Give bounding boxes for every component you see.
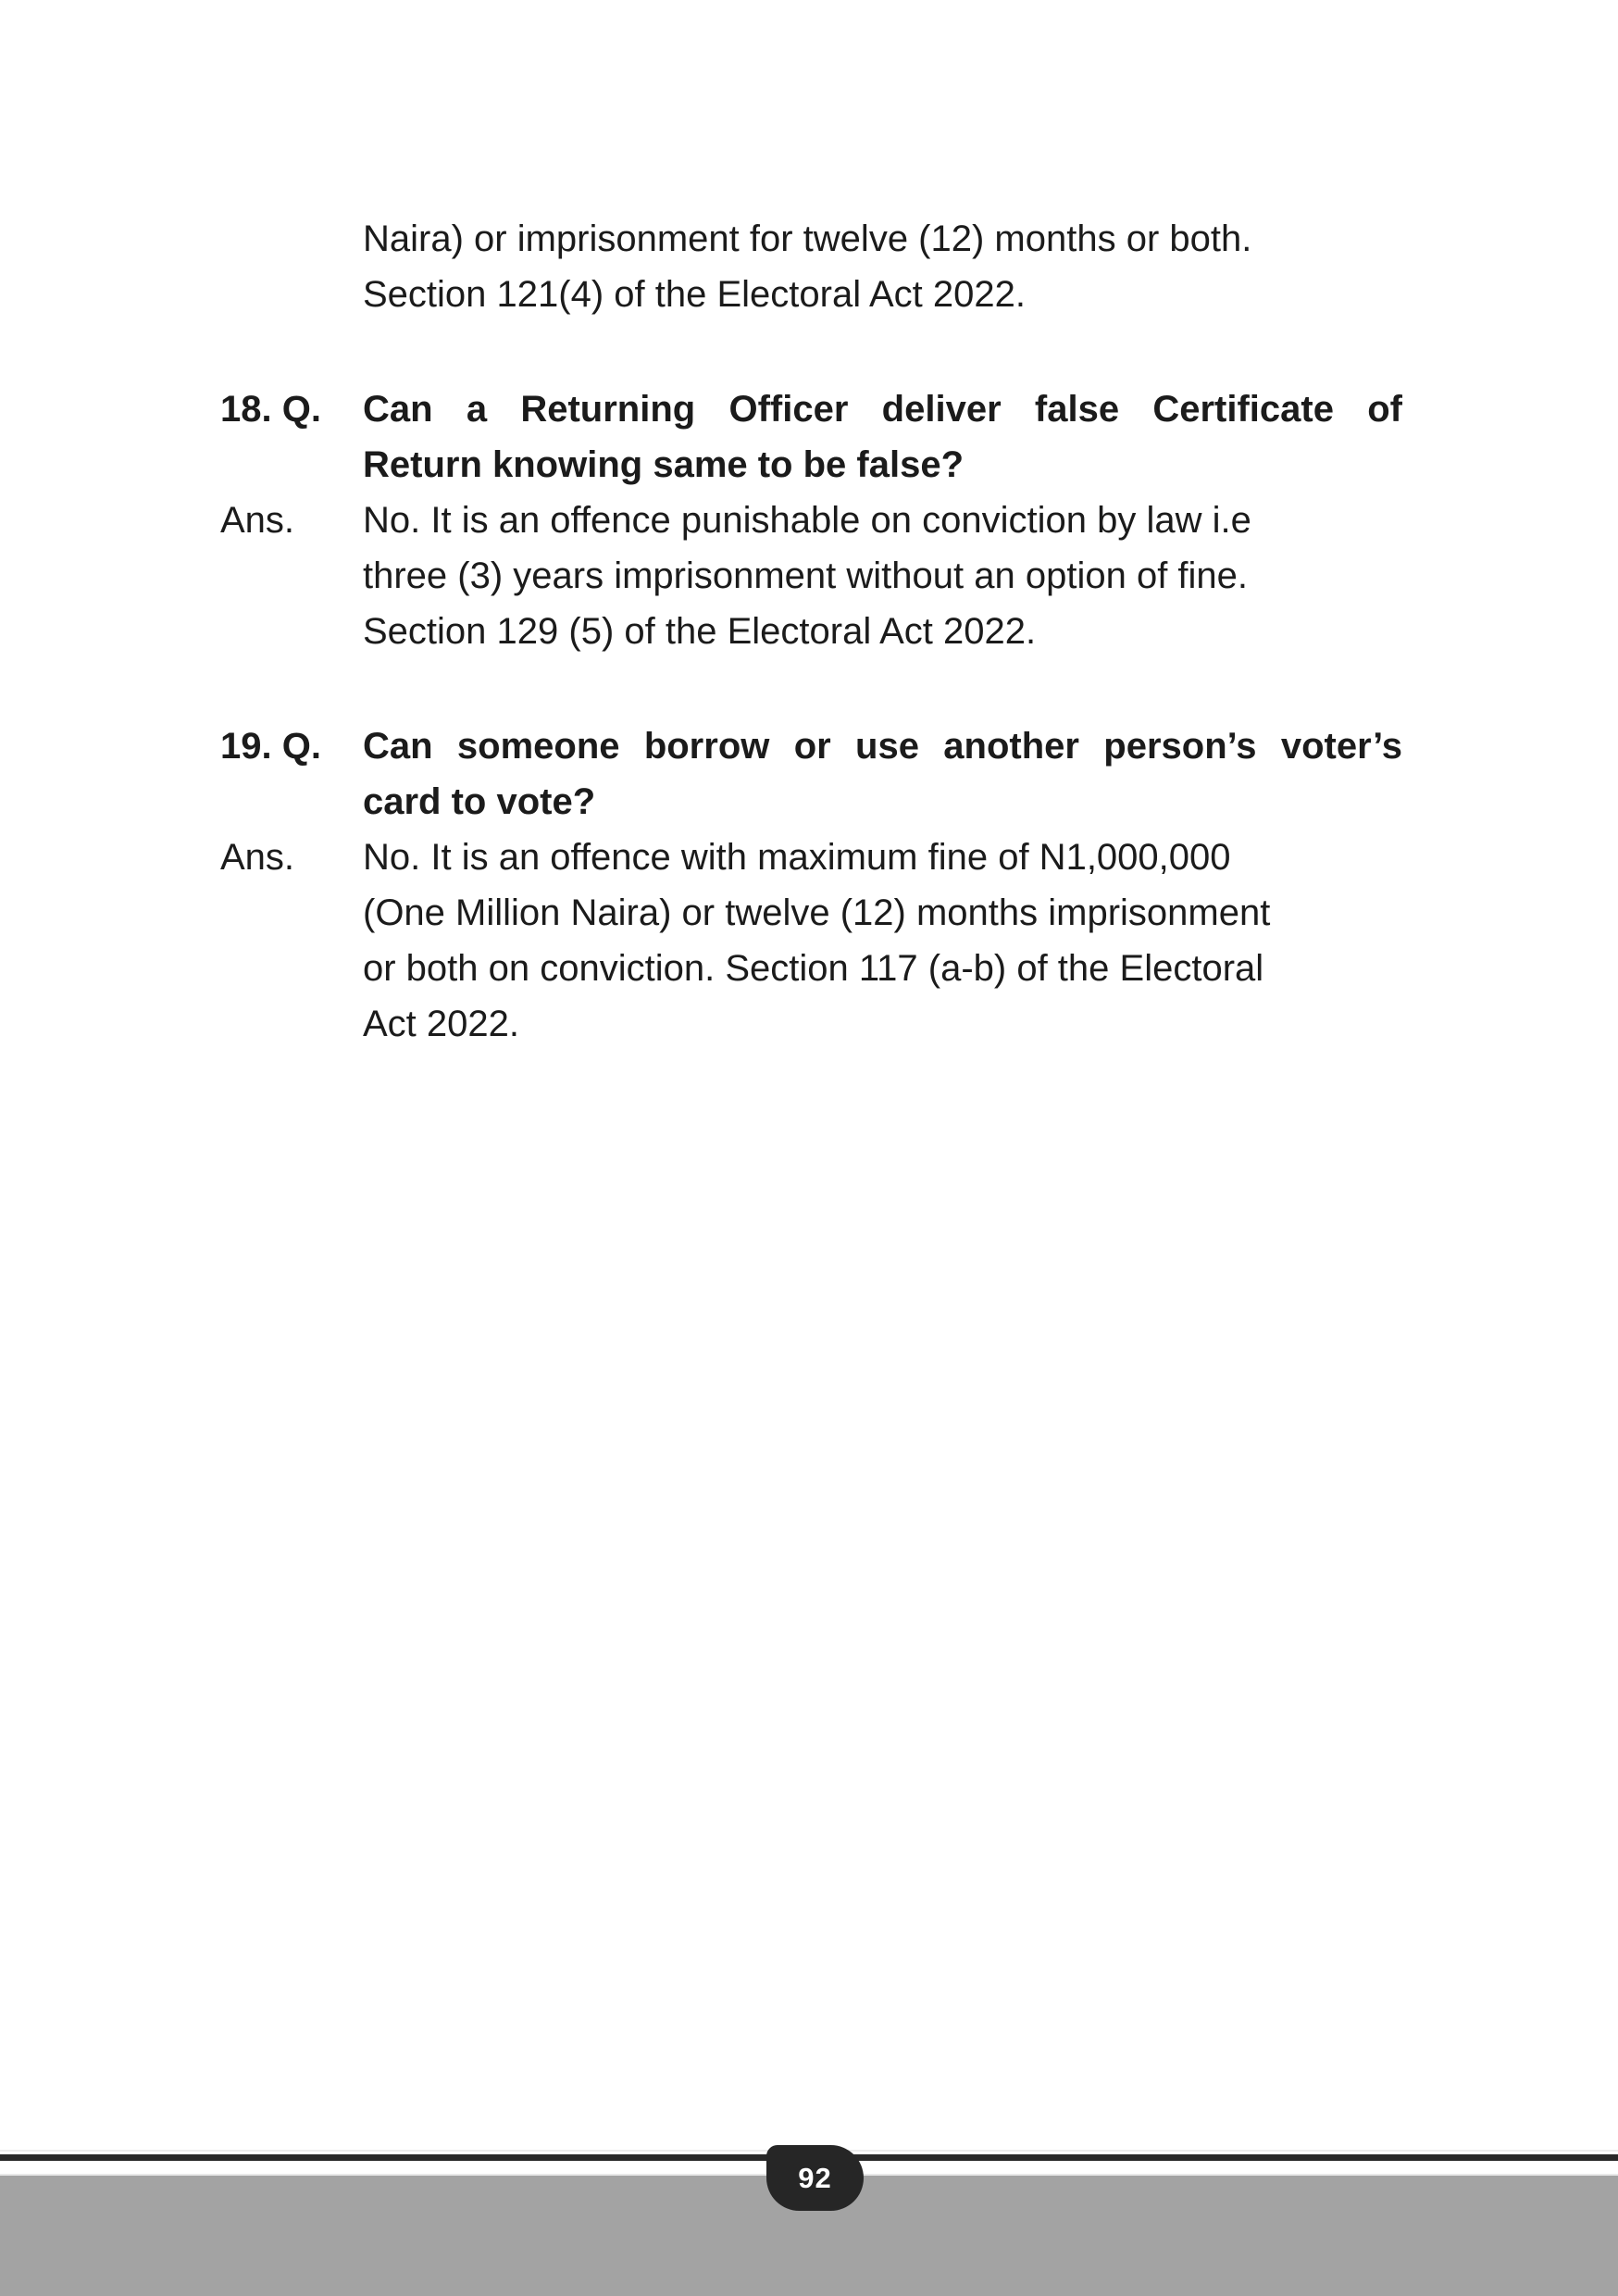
question-line: card to vote? <box>363 781 596 822</box>
answer-text <box>363 830 1402 1052</box>
block-gap <box>220 322 1402 381</box>
question-line: Can a Returning Officer deliver false Certificate of <box>363 389 1402 430</box>
page-number-badge <box>766 2145 864 2211</box>
question-row <box>220 381 1402 493</box>
qa-item-18 <box>220 381 1402 659</box>
question-text <box>363 718 1402 830</box>
question-number: 18. Q. <box>220 389 321 430</box>
question-row <box>220 718 1402 830</box>
intro-paragraph <box>220 211 1402 322</box>
body-line: Naira) or imprisonment for twelve (12) months or both. <box>363 218 1252 259</box>
question-text <box>363 381 1402 493</box>
question-line: Can someone borrow or use another person’s voter’s <box>363 726 1402 767</box>
answer-line: three (3) years imprisonment without an option of fine. <box>363 555 1249 596</box>
answer-line: or both on conviction. Section 117 (a-b) of the Electoral <box>363 948 1264 989</box>
page-content <box>220 211 1402 1052</box>
answer-row <box>220 493 1402 659</box>
answer-line: No. It is an offence punishable on conviction by law i.e <box>363 500 1251 541</box>
answer-label: Ans. <box>220 500 295 541</box>
page-number: 92 <box>798 2161 832 2194</box>
qa-item-19 <box>220 718 1402 1052</box>
answer-label: Ans. <box>220 837 295 878</box>
paragraph-row <box>220 211 1402 322</box>
answer-line: (One Million Naira) or twelve (12) months imprisonment <box>363 892 1271 933</box>
answer-row <box>220 830 1402 1052</box>
answer-text <box>363 493 1402 659</box>
paragraph-text <box>363 211 1402 322</box>
question-number: 19. Q. <box>220 726 321 767</box>
block-gap <box>220 659 1402 718</box>
answer-line: Section 129 (5) of the Electoral Act 2022. <box>363 611 1037 652</box>
answer-line: No. It is an offence with maximum fine of N1,000,000 <box>363 837 1231 878</box>
body-line: Section 121(4) of the Electoral Act 2022. <box>363 274 1026 315</box>
question-line: Return knowing same to be false? <box>363 444 965 485</box>
answer-line: Act 2022. <box>363 1004 520 1044</box>
